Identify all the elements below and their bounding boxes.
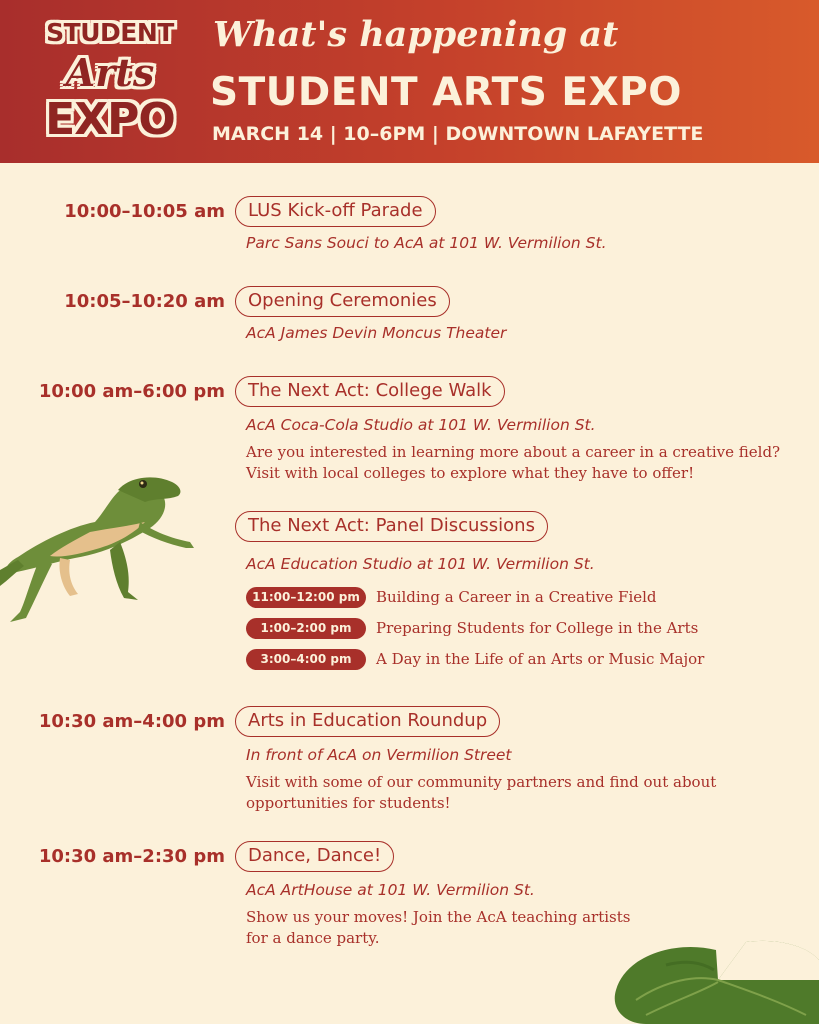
event-description (246, 907, 630, 949)
event-location: AcA Education Studio at 101 W. Vermilion St. (246, 555, 595, 573)
event-description (246, 772, 716, 814)
event-description-line: for a dance party. (246, 929, 380, 947)
event-description-line: Visit with some of our community partners and find out about (246, 773, 717, 791)
event-location: In front of AcA on Vermilion Street (246, 746, 512, 764)
event-location: AcA ArtHouse at 101 W. Vermilion St. (246, 881, 535, 899)
expo-logo (30, 14, 190, 154)
session-time-badge: 3:00–4:00 pm (246, 649, 366, 670)
event-time: 10:05–10:20 am (64, 291, 225, 312)
event-title-pill: Opening Ceremonies (235, 286, 450, 317)
event-time: 10:30 am–2:30 pm (38, 846, 225, 867)
session-title: Preparing Students for College in the Arts (376, 619, 699, 637)
event-description-line: Show us your moves! Join the AcA teaching artists (246, 908, 631, 926)
session-title: A Day in the Life of an Arts or Music Major (376, 650, 705, 668)
lily-pad-illustration (606, 920, 819, 1024)
event-time: 10:30 am–4:00 pm (38, 711, 225, 732)
event-time: 10:00–10:05 am (64, 201, 225, 222)
session-time-badge: 11:00–12:00 pm (246, 587, 366, 608)
event-title-pill: The Next Act: College Walk (235, 376, 505, 407)
session-title: Building a Career in a Creative Field (376, 588, 657, 606)
event-title-pill: Dance, Dance! (235, 841, 394, 872)
event-title-pill: LUS Kick-off Parade (235, 196, 436, 227)
event-title-pill: Arts in Education Roundup (235, 706, 500, 737)
event-location: AcA James Devin Moncus Theater (246, 324, 507, 342)
event-description-line: Are you interested in learning more about a career in a creative field? (246, 443, 781, 461)
logo-line-expo: EXPO (45, 94, 175, 145)
header-tagline: What's happening at (213, 14, 619, 55)
logo-line-arts: Arts (65, 50, 155, 95)
event-description-line: Visit with local colleges to explore what they have to offer! (246, 464, 695, 482)
logo-line-student: STUDENT (46, 18, 174, 47)
event-title-pill: The Next Act: Panel Discussions (235, 511, 548, 542)
event-date-location: MARCH 14 | 10–6PM | DOWNTOWN LAFAYETTE (212, 123, 704, 145)
event-description-line: opportunities for students! (246, 794, 451, 812)
session-time-badge: 1:00–2:00 pm (246, 618, 366, 639)
event-location: Parc Sans Souci to AcA at 101 W. Vermilion St. (246, 234, 607, 252)
event-location: AcA Coca-Cola Studio at 101 W. Vermilion St. (246, 416, 596, 434)
header-banner (0, 0, 819, 163)
event-description (246, 442, 780, 484)
event-time: 10:00 am–6:00 pm (38, 381, 225, 402)
frog-illustration (0, 462, 205, 637)
page-title: STUDENT ARTS EXPO (210, 70, 682, 115)
